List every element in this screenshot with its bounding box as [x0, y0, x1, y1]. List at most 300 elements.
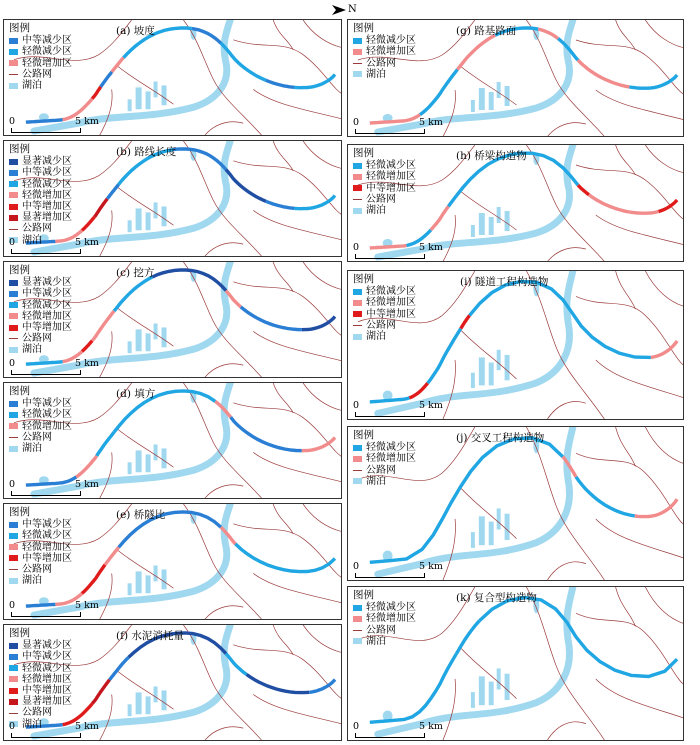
road-line — [273, 20, 293, 50]
road-line — [645, 587, 684, 624]
legend-title: 图例 — [353, 273, 374, 285]
lake-patch — [489, 92, 494, 110]
legend-label: 轻微减少区 — [22, 530, 72, 542]
scale-distance: 5 km — [419, 561, 443, 572]
legend-item — [9, 398, 72, 409]
legend-label: 公路网 — [366, 624, 396, 636]
legend-swatch — [353, 605, 362, 611]
route-segment — [578, 60, 629, 87]
legend-item — [9, 640, 72, 651]
road-line — [459, 328, 516, 379]
road-line — [616, 587, 636, 626]
route-segment — [26, 362, 63, 364]
scale-distance: 5 km — [419, 117, 443, 128]
lake-patch — [146, 696, 151, 714]
scale-zero: 0 — [353, 117, 360, 128]
lake-patch — [136, 571, 142, 593]
legend-swatch — [9, 204, 18, 210]
panel-title-g: (g) 路基路面 — [456, 25, 517, 37]
lake-patch — [128, 462, 132, 474]
scale-distance: 5 km — [419, 400, 443, 411]
route-segment — [95, 199, 108, 217]
legend-label: 湖泊 — [366, 205, 386, 217]
road-line — [546, 562, 586, 581]
legend-swatch — [9, 347, 18, 353]
road-line — [546, 401, 586, 420]
road-line — [99, 331, 112, 378]
legend-swatch — [9, 280, 18, 286]
legend-item — [353, 46, 416, 57]
lake-patch — [489, 522, 494, 546]
route-segment — [370, 115, 420, 123]
legend-swatch — [353, 71, 362, 77]
lake-patch — [479, 516, 485, 545]
legend-label: 中等减少区 — [22, 651, 72, 663]
legend-label: 中等增加区 — [22, 322, 72, 334]
lake-patch — [136, 450, 142, 472]
lake-patch — [146, 212, 151, 230]
lake-patch — [497, 350, 501, 370]
legend-swatch — [9, 699, 18, 705]
legend-label: 公路网 — [22, 707, 52, 719]
road-line — [442, 215, 455, 262]
legend-swatch — [9, 446, 18, 452]
route-segment — [431, 206, 449, 230]
legend-swatch — [9, 569, 18, 570]
legend-swatch — [9, 578, 18, 584]
lake-patch — [146, 333, 151, 351]
legend-item — [9, 179, 72, 190]
scale-zero: 0 — [9, 237, 16, 248]
legend-item — [9, 46, 72, 57]
legend-title: 图例 — [9, 143, 30, 155]
legend-swatch — [9, 49, 18, 55]
scale-zero: 0 — [9, 358, 16, 369]
legend-title: 图例 — [353, 429, 374, 441]
lake-patch — [489, 682, 494, 706]
lake-patch — [497, 207, 501, 223]
north-arrow — [332, 4, 357, 15]
legend-label: 显著减少区 — [22, 156, 72, 168]
road-line — [596, 90, 684, 120]
legend-item — [353, 297, 416, 308]
legend-item — [353, 194, 416, 205]
legend-title: 图例 — [9, 22, 30, 34]
road-line — [253, 452, 342, 482]
legend-swatch — [353, 456, 362, 462]
road-line — [303, 141, 342, 169]
lake-patch — [479, 676, 485, 705]
legend-item — [353, 58, 416, 69]
lake-patch — [154, 686, 158, 702]
legend-item — [9, 69, 72, 80]
route-segment — [82, 217, 95, 231]
legend-swatch — [9, 74, 18, 75]
route-segment — [457, 35, 495, 69]
lake-patch — [505, 86, 510, 106]
legend-label: 中等增加区 — [22, 552, 72, 564]
road-line — [273, 141, 293, 171]
legend-item — [353, 602, 416, 613]
legend-item — [9, 530, 72, 541]
route-segment — [629, 212, 658, 214]
map-panel-d — [3, 382, 342, 499]
road-line — [99, 210, 112, 257]
legend-item — [9, 223, 72, 234]
legend-swatch — [353, 638, 362, 644]
road-line — [273, 625, 293, 655]
scale-distance: 5 km — [75, 237, 99, 248]
route-segment — [105, 547, 119, 564]
legend-label: 轻微增加区 — [22, 420, 72, 432]
legend-swatch — [353, 325, 362, 326]
road-line — [616, 20, 636, 50]
legend-item — [9, 719, 72, 730]
route-segment — [266, 201, 295, 208]
legend-swatch — [9, 555, 18, 561]
scale-distance: 5 km — [419, 242, 443, 253]
legend-swatch — [353, 300, 362, 306]
legend-item — [9, 35, 72, 46]
legend-label: 轻微减少区 — [366, 160, 416, 172]
legend-title: 图例 — [9, 385, 30, 397]
road-line — [596, 360, 684, 398]
road-line — [116, 65, 174, 105]
road-line — [203, 727, 243, 741]
route-segment — [461, 315, 470, 328]
road-line — [442, 90, 455, 137]
legend-swatch — [353, 478, 362, 484]
legend-swatch — [9, 159, 18, 165]
lake-patch — [479, 88, 485, 110]
legend-label: 湖泊 — [22, 443, 42, 455]
legend-item — [353, 309, 416, 320]
road-line — [442, 679, 455, 741]
legend-item — [9, 300, 72, 311]
route-segment — [76, 456, 96, 477]
scale-zero: 0 — [9, 479, 16, 490]
lake-patch — [128, 583, 132, 595]
road-line — [459, 65, 516, 105]
legend-swatch — [353, 445, 362, 451]
lake-patch — [505, 514, 510, 540]
route-segment — [266, 80, 295, 87]
scale-zero: 0 — [353, 721, 360, 732]
legend-item — [9, 553, 72, 564]
lake-patch — [128, 220, 132, 232]
legend-c — [9, 265, 72, 356]
legend-a — [9, 23, 72, 91]
legend-swatch — [353, 38, 362, 44]
legend-item — [353, 171, 416, 182]
legend-k — [353, 590, 416, 647]
road-line — [596, 679, 684, 718]
route-segment — [82, 565, 105, 594]
route-segment — [370, 654, 457, 723]
road-line — [99, 452, 112, 499]
scale-zero: 0 — [9, 600, 16, 611]
map-panel-i — [347, 270, 684, 420]
route-segment — [114, 277, 152, 311]
map-panel-g — [347, 19, 684, 137]
road-line — [645, 20, 684, 48]
legend-swatch — [9, 654, 18, 660]
legend-item — [9, 58, 72, 69]
road-line — [546, 248, 586, 262]
legend-item — [9, 190, 72, 201]
legend-label: 轻微减少区 — [22, 409, 72, 421]
legend-title: 图例 — [9, 627, 30, 639]
legend-swatch — [9, 412, 18, 418]
road-line — [116, 186, 174, 226]
lake-patch — [136, 692, 142, 714]
road-line — [253, 331, 342, 361]
road-line — [303, 625, 342, 653]
route-segment — [470, 281, 651, 357]
route-segment — [26, 120, 63, 122]
lake-patch — [497, 668, 501, 689]
lake-patch — [146, 575, 151, 593]
legend-item — [9, 663, 72, 674]
legend-item — [9, 696, 72, 707]
lake-patch — [489, 363, 494, 386]
route-segment — [110, 657, 129, 680]
legend-label: 公路网 — [22, 431, 52, 443]
route-segment — [302, 438, 335, 451]
legend-item — [9, 409, 72, 420]
panel-title-e: (e) 桥隧比 — [116, 509, 166, 521]
road-line — [203, 485, 243, 499]
legend-swatch — [353, 163, 362, 169]
legend-swatch — [353, 199, 362, 200]
road-line — [442, 360, 455, 420]
legend-label: 轻微减少区 — [22, 178, 72, 190]
legend-item — [9, 707, 72, 718]
road-line — [596, 519, 684, 558]
legend-item — [353, 625, 416, 636]
panel-title-d: (d) 填方 — [116, 388, 156, 400]
legend-label: 轻微减少区 — [22, 662, 72, 674]
legend-title: 图例 — [9, 264, 30, 276]
legend-swatch — [9, 170, 18, 176]
legend-swatch — [9, 643, 18, 649]
legend-item — [353, 476, 416, 487]
route-segment — [173, 149, 226, 170]
legend-item — [9, 311, 72, 322]
legend-label: 公路网 — [22, 333, 52, 345]
legend-label: 中等减少区 — [22, 288, 72, 300]
legend-title: 图例 — [353, 22, 374, 34]
legend-label: 湖泊 — [366, 475, 386, 487]
route-segment — [107, 184, 118, 199]
legend-item — [353, 160, 416, 171]
lake-patch — [479, 213, 485, 235]
legend-item — [9, 651, 72, 662]
road-line — [459, 190, 516, 230]
lake-patch — [497, 508, 501, 529]
legend-item — [9, 443, 72, 454]
scale-distance: 5 km — [75, 721, 99, 732]
legend-swatch — [9, 401, 18, 407]
legend-item — [9, 542, 72, 553]
road-line — [99, 573, 112, 620]
legend-label: 公路网 — [366, 464, 396, 476]
legend-item — [353, 183, 416, 194]
route-segment — [92, 311, 114, 341]
route-segment — [479, 598, 677, 677]
scale-distance: 5 km — [419, 721, 443, 732]
legend-label: 轻微增加区 — [366, 453, 416, 465]
legend-swatch — [353, 208, 362, 214]
legend-title: 图例 — [353, 147, 374, 159]
legend-label: 轻微减少区 — [366, 442, 416, 454]
map-panel-j — [347, 426, 684, 581]
lake-patch — [136, 208, 142, 230]
legend-label: 显著减少区 — [22, 640, 72, 652]
lake-patch — [136, 329, 142, 351]
lake-patch — [162, 569, 167, 589]
legend-label: 湖泊 — [22, 344, 42, 356]
legend-h — [353, 148, 416, 216]
lake-patch — [162, 690, 167, 710]
road-line — [303, 504, 342, 532]
road-line — [303, 262, 342, 290]
legend-label: 轻微减少区 — [22, 299, 72, 311]
scale-distance: 5 km — [75, 358, 99, 369]
legend-item — [353, 465, 416, 476]
legend-e — [9, 507, 72, 586]
scale-zero: 0 — [9, 721, 16, 732]
route-segment — [247, 675, 310, 693]
legend-label: 轻微增加区 — [22, 310, 72, 322]
legend-label: 轻微减少区 — [366, 602, 416, 614]
route-segment — [370, 246, 407, 249]
legend-label: 湖泊 — [366, 68, 386, 80]
legend-item — [9, 288, 72, 299]
legend-label: 湖泊 — [366, 635, 386, 647]
road-line — [303, 20, 342, 48]
legend-swatch — [9, 313, 18, 319]
legend-label: 湖泊 — [22, 718, 42, 730]
legend-label: 公路网 — [22, 68, 52, 80]
lake-patch — [471, 532, 475, 548]
legend-item — [353, 205, 416, 216]
route-segment — [578, 185, 589, 195]
legend-label: 显著减少区 — [22, 277, 72, 289]
legend-item — [9, 333, 72, 344]
legend-label: 轻微增加区 — [22, 57, 72, 69]
road-line — [459, 646, 516, 699]
road-line — [203, 243, 243, 257]
legend-label: 轻微增加区 — [366, 297, 416, 309]
legend-title: 图例 — [353, 589, 374, 601]
legend-swatch — [9, 437, 18, 438]
route-segment — [92, 87, 101, 99]
route-segment — [635, 499, 677, 516]
legend-title: 图例 — [9, 506, 30, 518]
road-line — [303, 383, 342, 411]
road-line — [253, 210, 342, 240]
road-line — [116, 549, 174, 589]
scale-zero: 0 — [353, 400, 360, 411]
route-segment — [409, 383, 427, 398]
route-segment — [152, 270, 226, 291]
legend-swatch — [9, 215, 18, 221]
legend-item — [9, 685, 72, 696]
legend-swatch — [9, 302, 18, 308]
route-segment — [97, 432, 114, 456]
road-line — [273, 262, 293, 292]
route-segment — [309, 680, 335, 693]
lake-patch — [505, 674, 510, 700]
route-segment — [629, 75, 677, 88]
legend-item — [9, 519, 72, 530]
legend-item — [9, 344, 72, 355]
legend-swatch — [353, 174, 362, 180]
legend-swatch — [353, 63, 362, 64]
legend-swatch — [9, 688, 18, 694]
lake-patch — [471, 692, 475, 708]
legend-label: 湖泊 — [22, 575, 42, 587]
legend-item — [9, 432, 72, 443]
lake-patch — [154, 323, 158, 339]
lake-patch — [505, 355, 510, 380]
legend-item — [353, 613, 416, 624]
road-line — [253, 694, 342, 724]
road-line — [116, 428, 174, 468]
legend-swatch — [9, 544, 18, 550]
panel-title-i: (i) 隧道工程构造物 — [460, 276, 549, 288]
road-line — [273, 383, 293, 413]
route-segment — [456, 621, 479, 654]
legend-item — [353, 35, 416, 46]
route-segment — [538, 29, 558, 38]
panel-title-h: (h) 桥梁构造物 — [456, 150, 527, 162]
lake-patch — [471, 225, 475, 237]
legend-label: 显著增加区 — [22, 696, 72, 708]
lake-patch — [497, 82, 501, 98]
legend-label: 公路网 — [366, 193, 396, 205]
road-line — [645, 427, 684, 464]
road-line — [616, 427, 636, 466]
road-line — [203, 364, 243, 378]
legend-label: 公路网 — [366, 57, 396, 69]
lake-patch — [505, 211, 510, 231]
road-line — [116, 670, 174, 710]
legend-swatch — [9, 229, 18, 230]
route-segment — [294, 75, 335, 88]
road-line — [645, 145, 684, 173]
legend-item — [353, 442, 416, 453]
legend-item — [353, 320, 416, 331]
legend-label: 湖泊 — [22, 80, 42, 92]
road-line — [203, 122, 243, 136]
lake-patch — [489, 217, 494, 235]
road-line — [273, 504, 293, 534]
legend-item — [9, 235, 72, 246]
legend-label: 轻微增加区 — [366, 46, 416, 58]
panel-title-b: (b) 路线长度 — [116, 146, 177, 158]
route-segment — [241, 307, 302, 330]
north-arrow-icon — [332, 5, 346, 15]
legend-label: 中等减少区 — [22, 167, 72, 179]
legend-swatch — [9, 291, 18, 297]
route-segment — [26, 604, 56, 606]
lake-patch — [128, 341, 132, 353]
legend-swatch — [9, 533, 18, 539]
legend-item — [9, 575, 72, 586]
road-line — [203, 606, 243, 620]
